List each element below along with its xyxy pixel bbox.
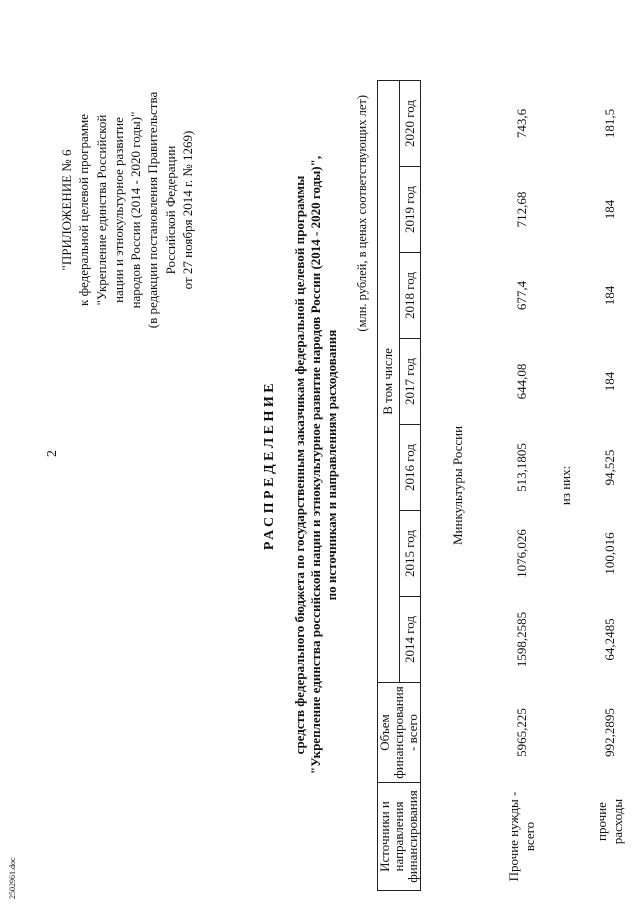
appendix-line: Российской Федерации <box>162 145 178 275</box>
appendix-line: к федеральной целевой программе <box>76 114 92 306</box>
doc-code: 2502961.doc <box>8 857 17 899</box>
cell-value: 5965,225 <box>514 708 529 757</box>
document-subtitle <box>292 120 340 810</box>
financing-table <box>377 80 637 891</box>
appendix-line: (в редакции постановления Правительства <box>145 91 161 329</box>
table-row <box>495 80 549 890</box>
subtitle-line: средств федерального бюджета по государственным заказчикам федеральной целевой программы <box>292 175 307 755</box>
units-note: (млн. рублей, в ценах соответствующих лет) <box>355 95 369 332</box>
subtitle-line: "Укрепление единства российской нации и этнокультурное развитие народов России (2014 - 2020 годы)", <box>308 155 323 775</box>
row-label: Прочие нужды - всего <box>506 791 537 882</box>
header-including: В том числе <box>378 80 400 682</box>
cell-value: 513,1805 <box>514 443 529 492</box>
appendix-line: "Укрепление единства Российской <box>93 114 109 306</box>
page-number: 2 <box>45 450 60 457</box>
header-total: Объем финансирования - всего <box>378 683 421 783</box>
header-year: 2014 год <box>399 597 421 683</box>
appendix-line: народов России (2014 - 2020 годы)" <box>128 111 144 309</box>
subtitle-line: по источникам и направлениям расходования <box>324 329 339 601</box>
table-row <box>583 80 637 890</box>
appendix-line: нации и этнокультурное развитие <box>110 117 126 303</box>
cell-value: 64,2485 <box>602 618 617 661</box>
cell-value: 1598,2585 <box>514 611 529 668</box>
header-year: 2015 год <box>399 511 421 597</box>
document-title: РАСПРЕДЕЛЕНИЕ <box>262 379 277 551</box>
appendix-line: от 27 ноября 2014 г. № 1269) <box>180 130 196 290</box>
cell-value: 184 <box>602 199 617 220</box>
cell-value: 712,68 <box>514 191 529 228</box>
cell-value: 743,6 <box>514 108 529 139</box>
appendix-line: "ПРИЛОЖЕНИЕ № 6 <box>59 149 74 271</box>
header-year: 2016 год <box>399 425 421 511</box>
header-year: 2019 год <box>399 167 421 253</box>
header-year: 2018 год <box>399 253 421 339</box>
header-year: 2017 год <box>399 339 421 425</box>
cell-value: 100,016 <box>602 532 617 575</box>
cell-value: 184 <box>602 371 617 392</box>
group-header: Минкультуры России <box>450 425 465 546</box>
row-label: прочие расходы <box>594 798 625 845</box>
cell-value: 992,2895 <box>602 708 617 757</box>
cell-value: 181,5 <box>602 108 617 139</box>
cell-value: 94,525 <box>602 449 617 486</box>
cell-value: 677,4 <box>514 280 529 311</box>
of-them-label: из них: <box>558 465 573 506</box>
cell-value: 644,08 <box>514 363 529 400</box>
cell-value: 184 <box>602 285 617 306</box>
header-year: 2020 год <box>399 80 421 166</box>
appendix-block <box>58 90 196 330</box>
cell-value: 1076,026 <box>514 529 529 578</box>
header-source: Источники и направления финансирования <box>378 783 421 891</box>
